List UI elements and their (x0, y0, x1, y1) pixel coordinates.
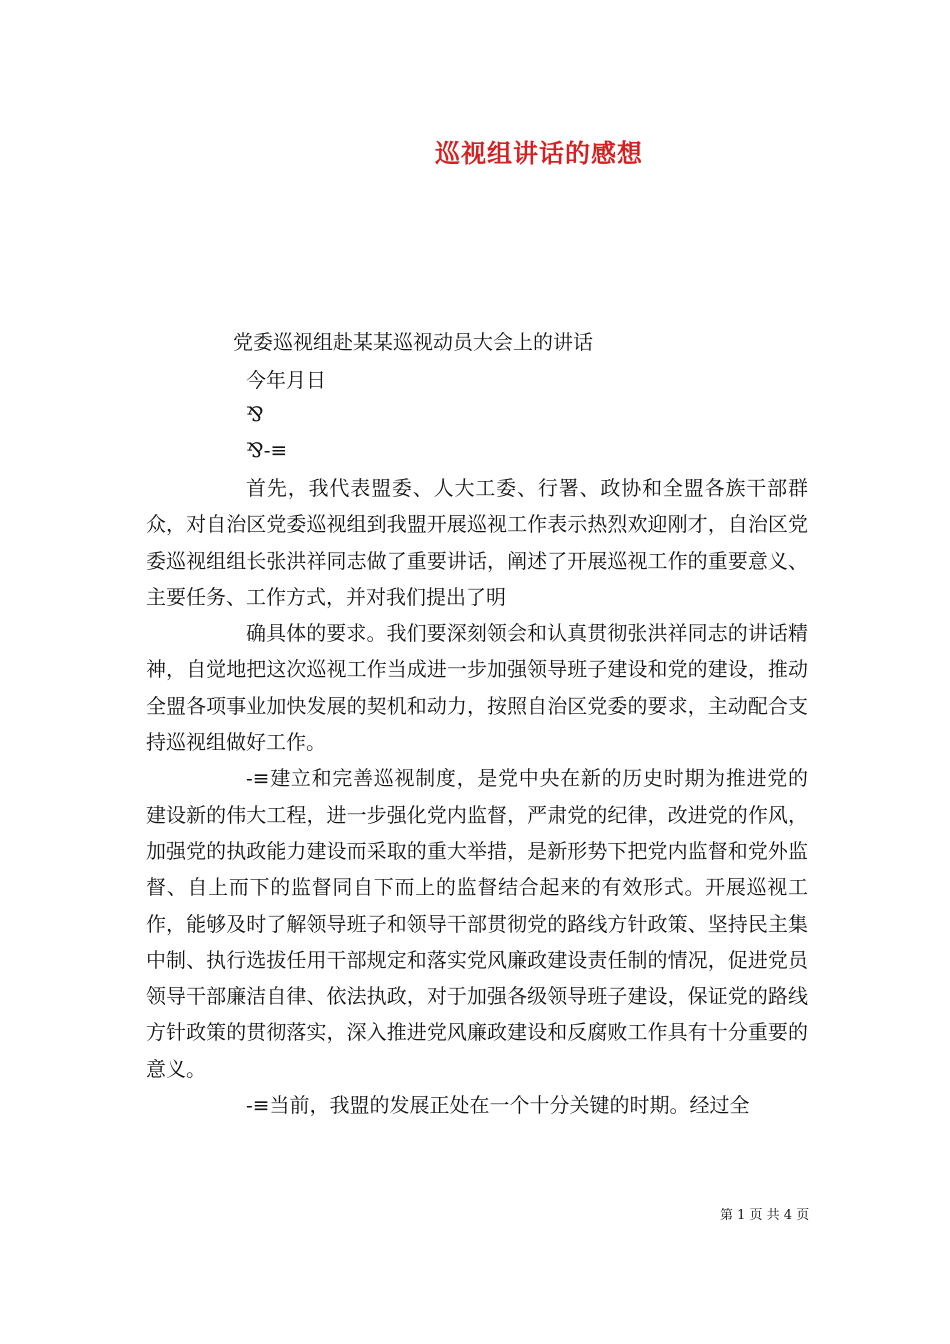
body-text (146, 470, 808, 1123)
page-footer: 第 1 页 共 4 页 (720, 1208, 810, 1223)
speech-subtitle: 党委巡视组赴某某巡视动员大会上的讲话 (233, 330, 593, 354)
symbol-line-2: ⅋-≡ (246, 438, 288, 462)
symbol-line-1: ⅋ (246, 402, 264, 426)
paragraph: 首先，我代表盟委、人大工委、行署、政协和全盟各族干部群众，对自治区党委巡视组到我盟开展巡视工作表示热烈欢迎刚才，自治区党委巡视组组长张洪祥同志做了重要讲话，阐述了开展巡视工作的重要意义、主要任务、工作方式，并对我们提出了明 (146, 476, 808, 609)
paragraph: -≡当前，我盟的发展正处在一个十分关键的时期。经过全 (246, 1093, 750, 1118)
paragraph: -≡建立和完善巡视制度，是党中央在新的历史时期为推进党的建设新的伟大工程，进一步强化党内监督，严肃党的纪律，改进党的作风，加强党的执政能力建设而采取的重大举措，是新形势下把党内监督和党外监督、自上而下的监督同自下而上的监督结合起来的有效形式。开展巡视工作，能够及时了解领导班子和领导干部贯彻党的路线方针政策、坚持民主集中制、执行选拔任用干部规定和落实党风廉政建设责任制的情况，促进党员领导干部廉洁自律、依法执政，对于加强各级领导班子建设，保证党的路线方针政策的贯彻落实，深入推进党风廉政建设和反腐败工作具有十分重要的意义。 (146, 766, 808, 1081)
paragraph: 确具体的要求。我们要深刻领会和认真贯彻张洪祥同志的讲话精神，自觉地把这次巡视工作当成进一步加强领导班子建设和党的建设，推动全盟各项事业加快发展的契机和动力，按照自治区党委的要求，主动配合支持巡视组做好工作。 (146, 621, 808, 755)
speech-date: 今年月日 (246, 368, 326, 392)
document-title: 巡视组讲话的感想 (434, 139, 643, 168)
